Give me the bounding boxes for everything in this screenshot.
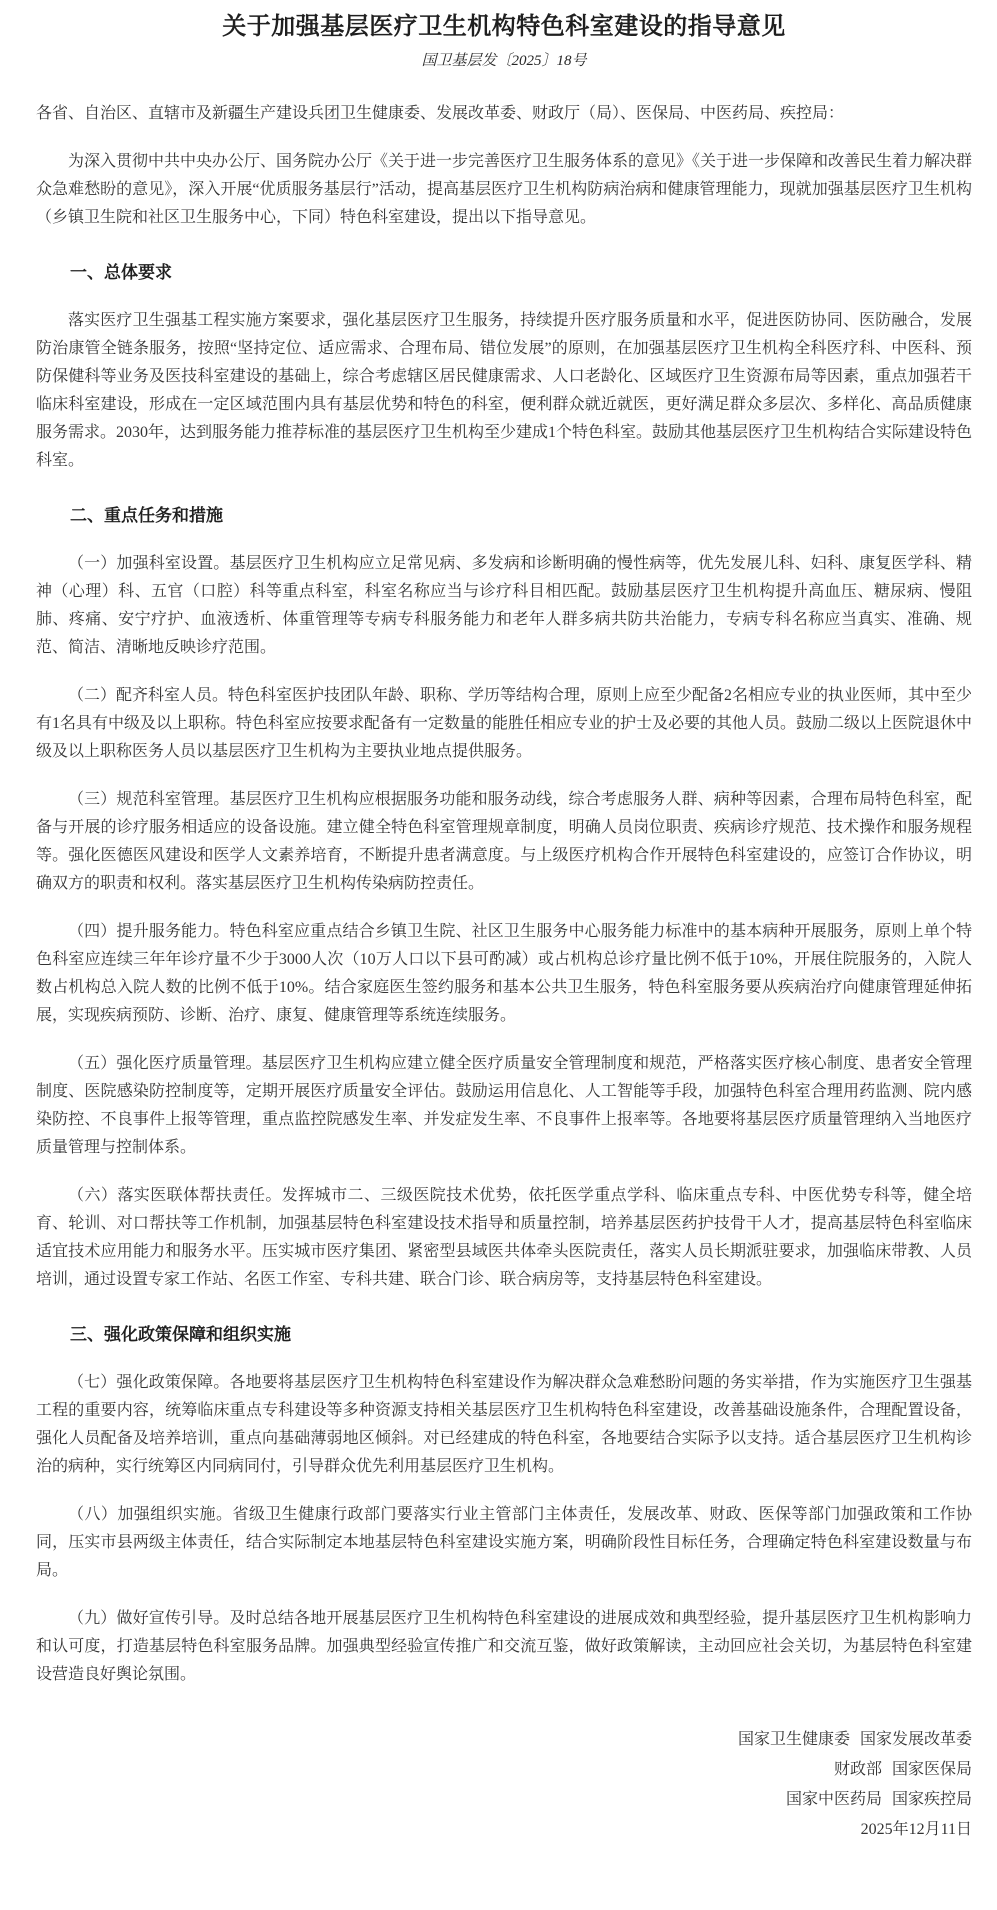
section-heading-policy-support: 三、强化政策保障和组织实施 [70, 1325, 291, 1344]
section3-paragraph-2: （八）加强组织实施。省级卫生健康行政部门要落实行业主管部门主体责任，发展改革、财政、医保等部门加强政策和工作协同，压实市县两级主体责任，结合实际制定本地基层特色科室建设实施方案，明确阶段性目标任务，合理确定特色科室建设数量与布局。 [36, 1506, 972, 1579]
section-heading-general-requirements: 一、总体要求 [70, 263, 172, 282]
signature-line-1: 国家卫生健康委 国家发展改革委 [737, 1731, 972, 1748]
section3-paragraph-1: （七）强化政策保障。各地要将基层医疗卫生机构特色科室建设作为解决群众急难愁盼问题的务实举措，作为实施医疗卫生强基工程的重要内容，统筹临床重点专科建设等多种资源支持相关基层医疗卫生机构特色科室建设，改善基础设施条件，合理配置设备，强化人员配备及培养培训，重点向基础薄弱地区倾斜。对已经建成的特色科室，各地要结合实际予以支持。适合基层医疗卫生机构诊治的病种，实行统筹区内同病同付，引导群众优先利用基层医疗卫生机构。 [36, 1374, 972, 1475]
signature-date: 2025年12月11日 [860, 1821, 972, 1838]
intro-paragraph: 为深入贯彻中共中央办公厅、国务院办公厅《关于进一步完善医疗卫生服务体系的意见》《关于进一步保障和改善民生着力解决群众急难愁盼的意见》，深入开展“优质服务基层行”活动，提高基层医疗卫生机构防病治病和健康管理能力，现就加强基层医疗卫生机构（乡镇卫生院和社区卫生服务中心，下同）特色科室建设，提出以下指导意见。 [36, 153, 973, 226]
document-title: 关于加强基层医疗卫生机构特色科室建设的指导意见 [222, 14, 786, 40]
section-heading-key-tasks: 二、重点任务和措施 [70, 506, 223, 525]
salutation-line: 各省、自治区、直辖市及新疆生产建设兵团卫生健康委、发展改革委、财政厅（局）、医保局、中医药局、疾控局： [36, 105, 845, 122]
section2-paragraph-2: （二）配齐科室人员。特色科室医护技团队年龄、职称、学历等结构合理，原则上应至少配备2名相应专业的执业医师，其中至少有1名具有中级及以上职称。特色科室应按要求配备有一定数量的能胜任相应专业的护士及必要的其他人员。鼓励二级以上医院退休中级及以上职称医务人员以基层医疗卫生机构为主要执业地点提供服务。 [36, 687, 973, 760]
section1-paragraph: 落实医疗卫生强基工程实施方案要求，强化基层医疗卫生服务，持续提升医疗服务质量和水平，促进医防协同、医防融合，发展防治康管全链条服务，按照“坚持定位、适应需求、合理布局、错位发展”的原则，在加强基层医疗卫生机构全科医疗科、中医科、预防保健科等业务及医技科室建设的基础上，综合考虑辖区居民健康需求、人口老龄化、区域医疗卫生资源布局等因素，重点加强若干临床科室建设，形成在一定区域范围内具有基层优势和特色的科室，便利群众就近就医，更好满足群众多层次、多样化、高品质健康服务需求。2030年，达到服务能力推荐标准的基层医疗卫生机构至少建成1个特色科室。鼓励其他基层医疗卫生机构结合实际建设特色科室。 [36, 312, 973, 469]
section2-paragraph-3: （三）规范科室管理。基层医疗卫生机构应根据服务功能和服务动线，综合考虑服务人群、病种等因素，合理布局特色科室，配备与开展的诊疗服务相适应的设备设施。建立健全特色科室管理规章制度，明确人员岗位职责、疾病诊疗规范、技术操作和服务规程等。强化医德医风建设和医学人文素养培育，不断提升患者满意度。与上级医疗机构合作开展特色科室建设的，应签订合作协议，明确双方的职责和权利。落实基层医疗卫生机构传染病防控责任。 [36, 791, 972, 892]
section2-paragraph-1: （一）加强科室设置。基层医疗卫生机构应立足常见病、多发病和诊断明确的慢性病等，优先发展儿科、妇科、康复医学科、精神（心理）科、五官（口腔）科等重点科室，科室名称应当与诊疗科目相匹配。鼓励基层医疗卫生机构提升高血压、糖尿病、慢阻肺、疼痛、安宁疗护、血液透析、体重管理等专病专科服务能力和老年人群多病共防共治能力，专病专科名称应当真实、准确、规范、简洁、清晰地反映诊疗范围。 [36, 555, 972, 656]
section2-paragraph-5: （五）强化医疗质量管理。基层医疗卫生机构应建立健全医疗质量安全管理制度和规范，严格落实医疗核心制度、患者安全管理制度、医院感染防控制度等，定期开展医疗质量安全评估。鼓励运用信息化、人工智能等手段，加强特色科室合理用药监测、院内感染防控、不良事件上报等管理，重点监控院感发生率、并发症发生率、不良事件上报率等。各地要将基层医疗质量管理纳入当地医疗质量管理与控制体系。 [36, 1055, 972, 1156]
signature-line-3: 国家中医药局 国家疾控局 [785, 1791, 972, 1808]
document-number: 国卫基层发〔2025〕18号 [421, 53, 587, 69]
signature-block [36, 1725, 972, 1845]
section3-paragraph-3: （九）做好宣传引导。及时总结各地开展基层医疗卫生机构特色科室建设的进展成效和典型经验，提升基层医疗卫生机构影响力和认可度，打造基层特色科室服务品牌。加强典型经验宣传推广和交流互鉴，做好政策解读，主动回应社会关切，为基层特色科室建设营造良好舆论氛围。 [36, 1610, 972, 1683]
section2-paragraph-6: （六）落实医联体帮扶责任。发挥城市二、三级医院技术优势，依托医学重点学科、临床重点专科、中医优势专科等，健全培育、轮训、对口帮扶等工作机制，加强基层特色科室建设技术指导和质量控制，培养基层医药护技骨干人才，提高基层特色科室临床适宜技术应用能力和服务水平。压实城市医疗集团、紧密型县域医共体牵头医院责任，落实人员长期派驻要求，加强临床带教、人员培训，通过设置专家工作站、名医工作室、专科共建、联合门诊、联合病房等，支持基层特色科室建设。 [36, 1187, 972, 1288]
section2-paragraph-4: （四）提升服务能力。特色科室应重点结合乡镇卫生院、社区卫生服务中心服务能力标准中的基本病种开展服务，原则上单个特色科室应连续三年年诊疗量不少于3000人次（10万人口以下县可酌减）或占机构总诊疗量比例不低于10%，开展住院服务的，入院人数占机构总入院人数的比例不低于10%。结合家庭医生签约服务和基本公共卫生服务，特色科室服务要从疾病治疗向健康管理延伸拓展，实现疾病预防、诊断、治疗、康复、健康管理等系统连续服务。 [36, 923, 972, 1024]
signature-line-2: 财政部 国家医保局 [833, 1761, 972, 1778]
